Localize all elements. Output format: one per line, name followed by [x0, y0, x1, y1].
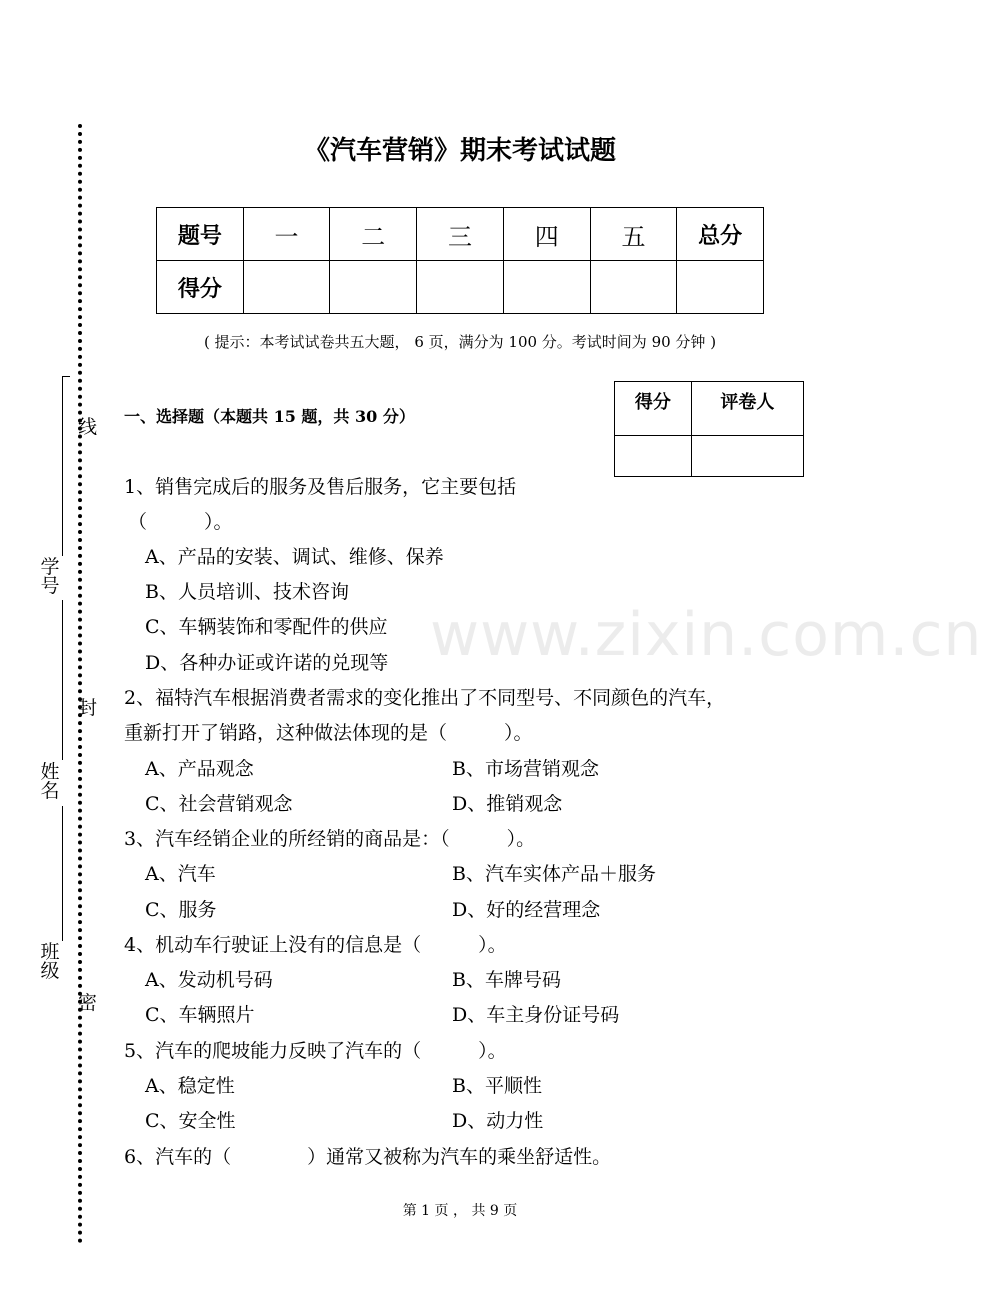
exam-hint: ( 提示：本考试试卷共五大题， 6 页，满分为 100 分。考试时间为 90 分钟 ): [203, 333, 717, 351]
binding-seal-mark: 封: [78, 697, 98, 719]
question-1-option-b: B、人员培训、技术咨询: [145, 581, 349, 603]
question-1-option-a: A、产品的安装、调试、维修、保养: [145, 546, 444, 568]
question-3-text: 3、汽车经销企业的所经销的商品是：（ ）。: [124, 828, 536, 850]
page-footer: 第 1 页 ， 共 9 页: [402, 1203, 518, 1219]
binding-secret-mark: 密: [78, 992, 98, 1014]
name-label: 姓名: [40, 761, 60, 802]
score-header-cell: 一: [243, 208, 330, 261]
score-header-cell: 总分: [677, 208, 764, 261]
question-5-option-d: D、动力性: [452, 1110, 544, 1132]
question-5-option-b: B、平顺性: [452, 1075, 542, 1097]
score-header-cell: 二: [330, 208, 417, 261]
question-1-option-c: C、车辆装饰和零配件的供应: [145, 616, 388, 638]
grader-name-cell[interactable]: [691, 436, 803, 477]
score-cell[interactable]: [330, 261, 417, 314]
name-field[interactable]: [62, 600, 63, 760]
page-title: 《汽车营销》期末考试试题: [303, 136, 616, 166]
question-5-option-c: C、安全性: [145, 1110, 236, 1132]
question-2-option-d: D、推销观念: [452, 793, 563, 815]
score-table-header-row: [157, 208, 764, 261]
question-2-text-cont: 重新打开了销路，这种做法体现的是（ ）。: [124, 722, 533, 744]
question-4-option-c: C、车辆照片: [145, 1004, 255, 1026]
question-4-option-b: B、车牌号码: [452, 969, 561, 991]
class-label: 班级: [40, 941, 60, 982]
question-1-blank: （ ）。: [128, 511, 233, 533]
score-cell[interactable]: [243, 261, 330, 314]
question-3-option-a: A、汽车: [145, 863, 216, 885]
score-table-score-row: [157, 261, 764, 314]
score-cell[interactable]: [417, 261, 504, 314]
score-cell[interactable]: [590, 261, 677, 314]
question-5-text: 5、汽车的爬坡能力反映了汽车的（ ）。: [124, 1040, 507, 1062]
class-field[interactable]: [62, 806, 63, 941]
score-header-cell: 四: [503, 208, 590, 261]
question-2-option-b: B、市场营销观念: [452, 758, 599, 780]
question-1-option-d: D、各种办证或许诺的兑现等: [145, 652, 389, 674]
student-id-label: 学号: [40, 556, 60, 597]
score-row-label: 得分: [157, 261, 244, 314]
question-6-text: 6、汽车的（ ）通常又被称为汽车的乘坐舒适性。: [124, 1146, 612, 1168]
question-5-option-a: A、稳定性: [145, 1075, 235, 1097]
score-cell[interactable]: [677, 261, 764, 314]
score-table: [156, 207, 764, 314]
grader-name-label: 评卷人: [691, 382, 803, 436]
question-4-option-a: A、发动机号码: [145, 969, 273, 991]
question-3-option-b: B、汽车实体产品＋服务: [452, 863, 656, 885]
score-header-cell: 题号: [157, 208, 244, 261]
question-2-option-c: C、社会营销观念: [145, 793, 293, 815]
student-id-field[interactable]: [62, 376, 63, 556]
score-cell[interactable]: [503, 261, 590, 314]
binding-line-mark: 线: [78, 416, 98, 438]
question-4-text: 4、机动车行驶证上没有的信息是（ ）。: [124, 934, 507, 956]
watermark: www.zixin.com.cn: [430, 600, 982, 670]
grader-score-cell[interactable]: [615, 436, 692, 477]
score-header-cell: 五: [590, 208, 677, 261]
section-heading: 一、选择题（本题共 15 题，共 30 分）: [124, 407, 415, 426]
question-4-option-d: D、车主身份证号码: [452, 1004, 620, 1026]
question-3-option-c: C、服务: [145, 899, 217, 921]
binding-dotted-line: [78, 124, 82, 1244]
question-1-text: 1、销售完成后的服务及售后服务，它主要包括: [124, 476, 517, 498]
question-2-text: 2、福特汽车根据消费者需求的变化推出了不同型号、不同颜色的汽车，: [124, 687, 726, 709]
question-3-option-d: D、好的经营理念: [452, 899, 601, 921]
question-2-option-a: A、产品观念: [145, 758, 254, 780]
score-header-cell: 三: [417, 208, 504, 261]
grader-score-label: 得分: [615, 382, 692, 436]
grader-table: [614, 381, 804, 477]
